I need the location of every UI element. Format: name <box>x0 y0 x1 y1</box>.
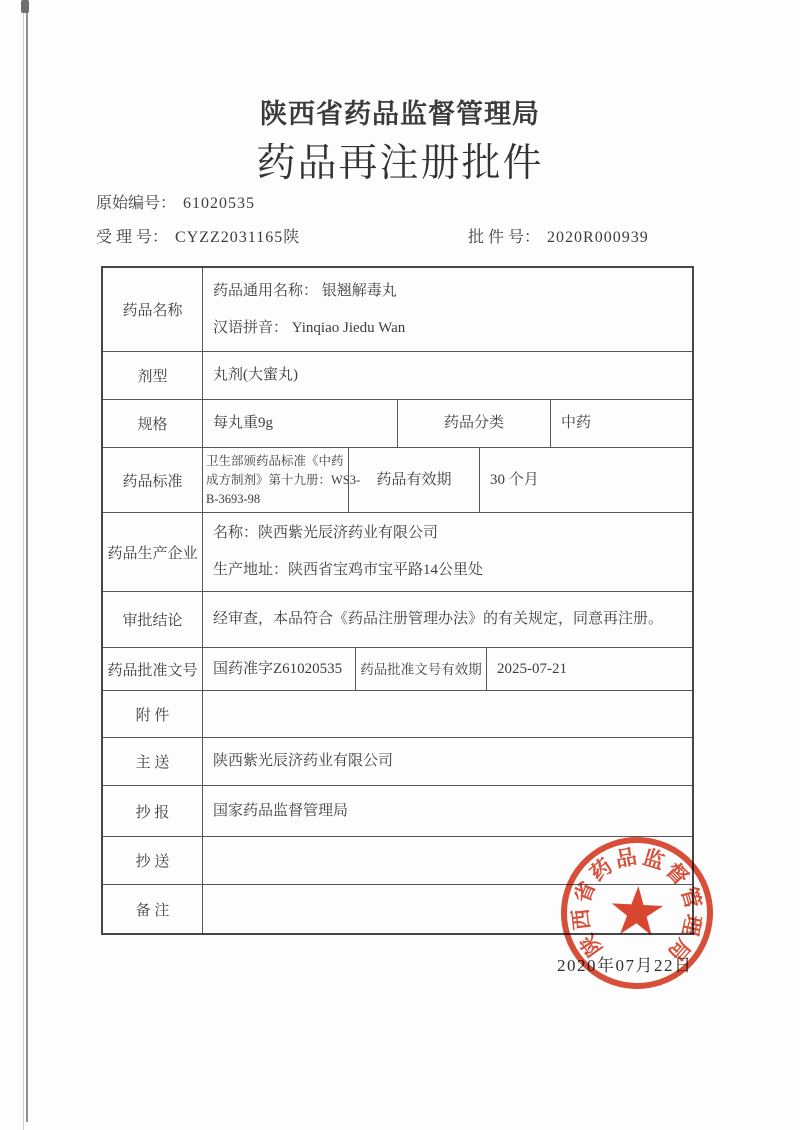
table-cell <box>203 400 397 447</box>
cell-text: 经审查，本品符合《药品注册管理办法》的有关规定，同意再注册。 <box>213 611 664 627</box>
original-number-line <box>96 190 255 213</box>
row-label: 抄 送 <box>103 837 203 884</box>
row-label: 药品批准文号 <box>103 648 203 690</box>
doc-title: 药品再注册批件 <box>256 142 544 185</box>
cell-text: 国家药品监督管理局 <box>213 802 349 819</box>
acceptance-number-label: 受 理 号： <box>96 229 169 246</box>
table-cell <box>355 648 486 690</box>
row-label: 抄 报 <box>103 786 203 836</box>
cell-text: 药品有效期 <box>376 471 452 488</box>
seal-star-icon <box>610 885 664 936</box>
seal-char: 药 <box>585 853 617 886</box>
table-cell <box>203 513 692 591</box>
table-cell <box>203 448 361 512</box>
org-title: 陕西省药品监督管理局 <box>260 99 540 129</box>
table-cell <box>203 352 692 399</box>
table-cell <box>486 648 692 690</box>
seal-char: 西 <box>568 907 595 932</box>
cell-text: 药品通用名称： 银翘解毒丸 <box>213 282 397 299</box>
table-row <box>103 512 692 591</box>
seal-char: 理 <box>677 912 706 939</box>
cell-text: 成方制剂》第十九册：WS3- <box>206 472 361 487</box>
cell-text: 陕西紫光辰济药业有限公司 <box>213 753 394 769</box>
table-row <box>103 647 692 690</box>
seal-char: 陕 <box>575 929 607 961</box>
table-cell <box>348 448 479 512</box>
table-row <box>103 268 692 351</box>
original-number-value: 61020535 <box>183 195 256 212</box>
table-cell <box>203 691 692 737</box>
seal-char: 局 <box>663 933 696 966</box>
table-cell <box>203 738 692 785</box>
row-label: 主 送 <box>103 738 203 785</box>
cell-text: 丸剂(大蜜丸) <box>213 367 298 383</box>
table-row <box>103 351 692 399</box>
cell-text: 2025-07-21 <box>497 660 567 677</box>
original-number-label: 原始编号： <box>96 195 177 212</box>
cell-text: 卫生部颁药品标准《中药 <box>206 453 344 468</box>
cell-text: 每丸重9g <box>213 415 274 431</box>
table-cell <box>479 448 692 512</box>
acceptance-number-value: CYZZ2031165陕 <box>175 229 301 246</box>
cell-text: 中药 <box>561 415 592 431</box>
table-cell <box>203 592 692 647</box>
approval-number-label: 批 件 号： <box>468 229 541 246</box>
table-cell <box>550 400 692 447</box>
approval-number-value: 2020R000939 <box>547 229 649 246</box>
cell-text: B-3693-98 <box>206 491 261 506</box>
table-row <box>103 690 692 737</box>
seal-char: 管 <box>676 884 706 912</box>
cell-text: 药品批准文号有效期 <box>360 661 482 677</box>
row-label: 药品名称 <box>103 268 203 351</box>
seal-char: 监 <box>639 844 668 875</box>
seal-char: 省 <box>569 877 601 907</box>
row-label: 备 注 <box>103 885 203 933</box>
scan-artifact-mark <box>21 0 29 13</box>
official-seal <box>542 818 732 1008</box>
table-cell <box>203 268 692 351</box>
cell-text: 30 个月 <box>490 471 539 488</box>
row-label: 规格 <box>103 400 203 447</box>
approval-number-line <box>468 224 649 247</box>
table-cell <box>203 648 355 690</box>
row-label: 剂型 <box>103 352 203 399</box>
table-cell <box>397 400 550 447</box>
cell-text: 药品分类 <box>443 415 504 431</box>
acceptance-number-line <box>96 224 300 247</box>
table-row <box>103 737 692 785</box>
table-row <box>103 447 692 512</box>
row-label: 药品标准 <box>103 448 203 512</box>
seal-char: 品 <box>613 844 639 872</box>
cell-text: 名称：陕西紫光辰济药业有限公司 <box>213 525 439 541</box>
row-label: 药品生产企业 <box>103 513 203 591</box>
seal-char: 督 <box>661 857 693 890</box>
issue-date: 2020年07月22日 <box>557 956 693 975</box>
cell-text: 国药准字Z61020535 <box>213 660 343 677</box>
row-label: 审批结论 <box>103 592 203 647</box>
table-row <box>103 399 692 447</box>
table-row <box>103 591 692 647</box>
row-label: 附 件 <box>103 691 203 737</box>
cell-text: 汉语拼音： Yinqiao Jiedu Wan <box>213 319 406 336</box>
cell-text: 生产地址：陕西省宝鸡市宝平路14公里处 <box>213 562 484 578</box>
